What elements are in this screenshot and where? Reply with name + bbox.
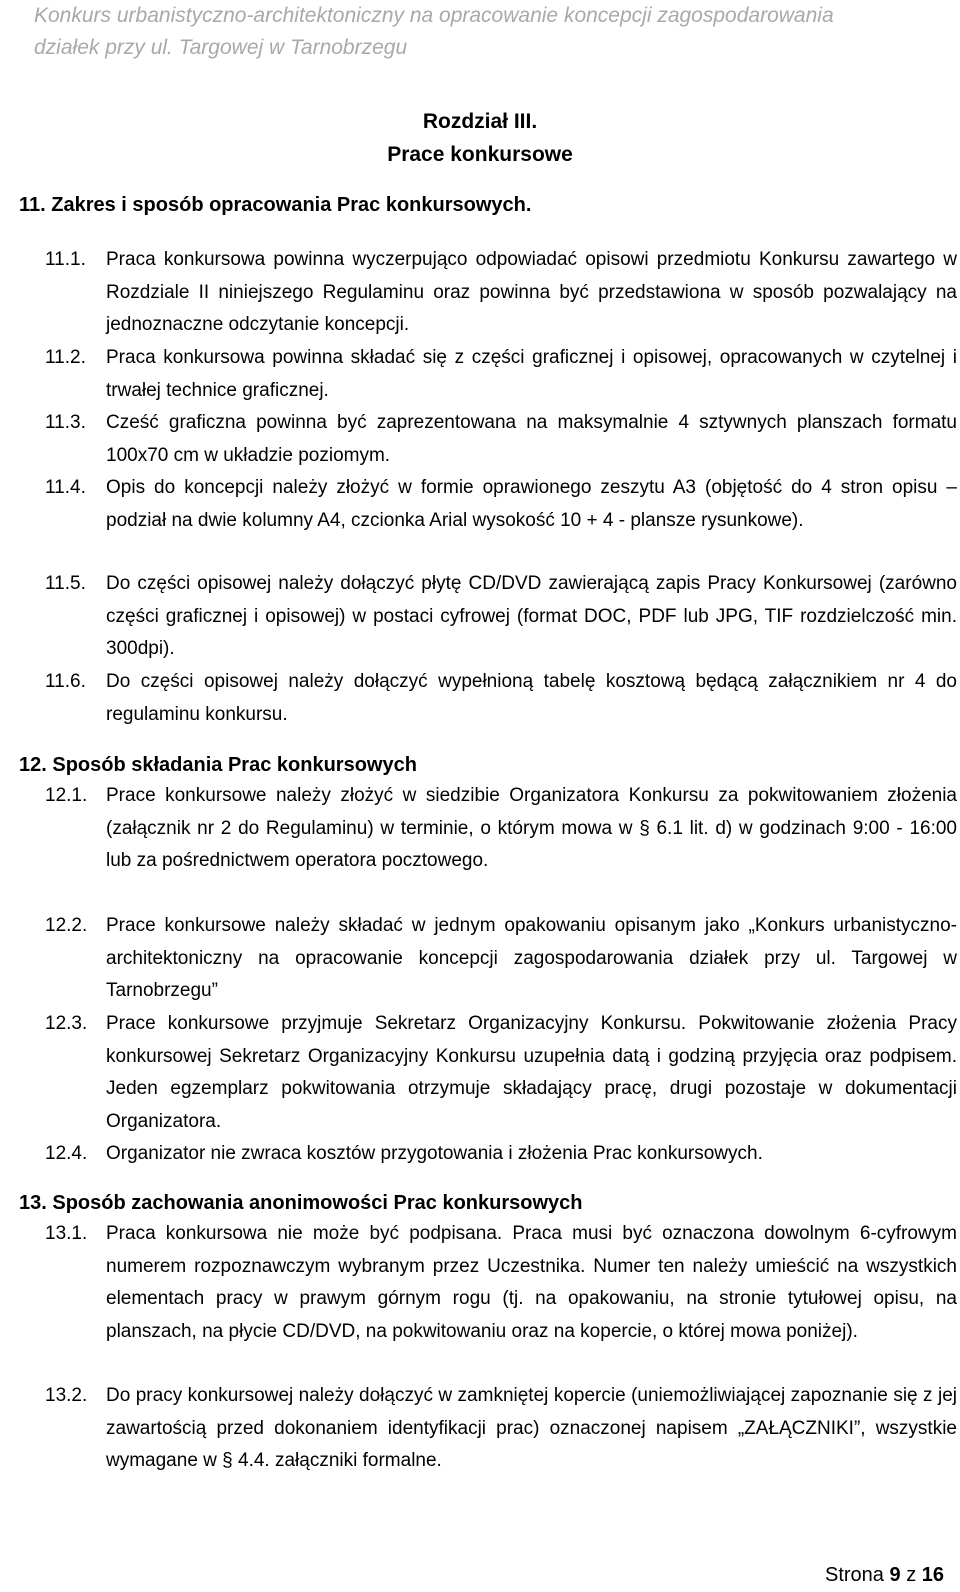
clause-11-5 — [45, 568, 957, 666]
clause-number: 11.5. — [45, 573, 86, 594]
header-line-2: działek przy ul. Targowej w Tarnobrzegu — [34, 36, 408, 59]
clause-number: 13.2. — [45, 1385, 88, 1406]
clause-number: 13.1. — [45, 1223, 88, 1244]
section-13-title: 13. Sposób zachowania anonimowości Prac konkursowych — [19, 1192, 583, 1214]
clause-text: Opis do koncepcji należy złożyć w formie oprawionego zeszytu A3 (objętość do 4 stron opisu – podział na dwie kolumny A4, czcionka Arial wysokość 10 + 4 - plansze rysunkowe). — [106, 477, 957, 531]
clause-12-3 — [45, 1008, 957, 1138]
page-footer — [825, 1560, 944, 1590]
clause-11-4 — [45, 472, 957, 537]
clause-11-1 — [45, 244, 957, 342]
footer-separator: z — [906, 1564, 917, 1586]
clause-text: Prace konkursowe należy składać w jednym opakowaniu opisanym jako „Konkurs urbanistyczno-architektoniczny na opracowanie koncepcji zagospodarowania działek przy ul. Targowej w Tarnobrzegu” — [106, 915, 957, 1001]
footer-label: Strona — [825, 1564, 884, 1586]
clause-text: Do części opisowej należy dołączyć płytę CD/DVD zawierającą zapis Pracy Konkursowej (zarówno części graficznej i opisowej) w postaci cyfrowej (format DOC, PDF lub JPG, TIF rozdzielczość min. 300dpi). — [106, 573, 957, 659]
clause-text: Do części opisowej należy dołączyć wypełnioną tabelę kosztową będącą załącznikiem nr 4 do regulaminu konkursu. — [106, 671, 957, 725]
clause-number: 12.4. — [45, 1143, 88, 1164]
clause-13-1 — [45, 1218, 957, 1348]
chapter-heading — [0, 105, 960, 171]
clause-number: 11.3. — [45, 412, 86, 433]
clause-12-4 — [45, 1138, 957, 1171]
clause-text: Do pracy konkursowej należy dołączyć w zamkniętej kopercie (uniemożliwiającej zapoznanie się z jej zawartością przed dokonaniem identyfikacji prac) oznaczonej napisem „ZAŁĄCZNIKI”, wszystkie wymagane w § 4.4. załączniki formalne. — [106, 1385, 957, 1471]
footer-page-number: 9 — [889, 1564, 901, 1586]
clause-number: 11.6. — [45, 671, 86, 692]
header-line-1: Konkurs urbanistyczno-architektoniczny na opracowanie koncepcji zagospodarowania — [34, 4, 834, 27]
section-11-title: 11. Zakres i sposób opracowania Prac konkursowych. — [19, 194, 532, 216]
clause-11-6 — [45, 666, 957, 731]
chapter-subtitle: Prace konkursowe — [387, 143, 573, 166]
clause-number: 12.1. — [45, 785, 88, 806]
clause-number: 12.3. — [45, 1013, 88, 1034]
clause-11-3 — [45, 407, 957, 472]
page-header — [34, 0, 934, 64]
clause-13-2 — [45, 1380, 957, 1478]
clause-number: 11.4. — [45, 477, 86, 498]
clause-text: Praca konkursowa powinna składać się z części graficznej i opisowej, opracowanych w czytelnej i trwałej technice graficznej. — [106, 347, 957, 401]
footer-page-total: 16 — [921, 1564, 944, 1586]
clause-text: Prace konkursowe przyjmuje Sekretarz Organizacyjny Konkursu. Pokwitowanie złożenia Pracy konkursowej Sekretarz Organizacyjny Konkursu uzupełnia datą i godziną przyjęcia oraz podpisem. Jeden egzemplarz pokwitowania otrzymuje składający pracę, drugi pozostaje w dokumentacji Organizatora. — [106, 1013, 957, 1132]
clause-12-1 — [45, 780, 957, 878]
section-12-title: 12. Sposób składania Prac konkursowych — [19, 754, 417, 776]
clause-number: 12.2. — [45, 915, 88, 936]
clause-text: Prace konkursowe należy złożyć w siedzibie Organizatora Konkursu za pokwitowaniem złożenia (załącznik nr 2 do Regulaminu) w terminie, o którym mowa w § 6.1 lit. d) w godzinach 9:00 - 16:00 lub za pośrednictwem operatora pocztowego. — [106, 785, 957, 871]
clause-text: Organizator nie zwraca kosztów przygotowania i złożenia Prac konkursowych. — [106, 1143, 763, 1164]
clause-text: Praca konkursowa nie może być podpisana. Praca musi być oznaczona dowolnym 6-cyfrowym numerem rozpoznawczym wybranym przez Uczestnika. Numer ten należy umieścić na wszystkich elementach pracy w prawym górnym rogu (tj. na opakowaniu, na stronie tytułowej opisu, na planszach, na płycie CD/DVD, na pokwitowaniu oraz na kopercie, o której mowa poniżej). — [106, 1223, 957, 1342]
clause-11-2 — [45, 342, 957, 407]
clause-text: Praca konkursowa powinna wyczerpująco odpowiadać opisowi przedmiotu Konkursu zawartego w Rozdziale II niniejszego Regulaminu oraz powinna być przedstawiona w sposób pozwalający na jednoznaczne odczytanie koncepcji. — [106, 249, 957, 335]
clause-number: 11.2. — [45, 347, 86, 368]
clause-number: 11.1. — [45, 249, 86, 270]
clause-text: Cześć graficzna powinna być zaprezentowana na maksymalnie 4 sztywnych planszach formatu 100x70 cm w układzie poziomym. — [106, 412, 957, 466]
chapter-title: Rozdział III. — [422, 110, 538, 133]
clause-12-2 — [45, 910, 957, 1008]
